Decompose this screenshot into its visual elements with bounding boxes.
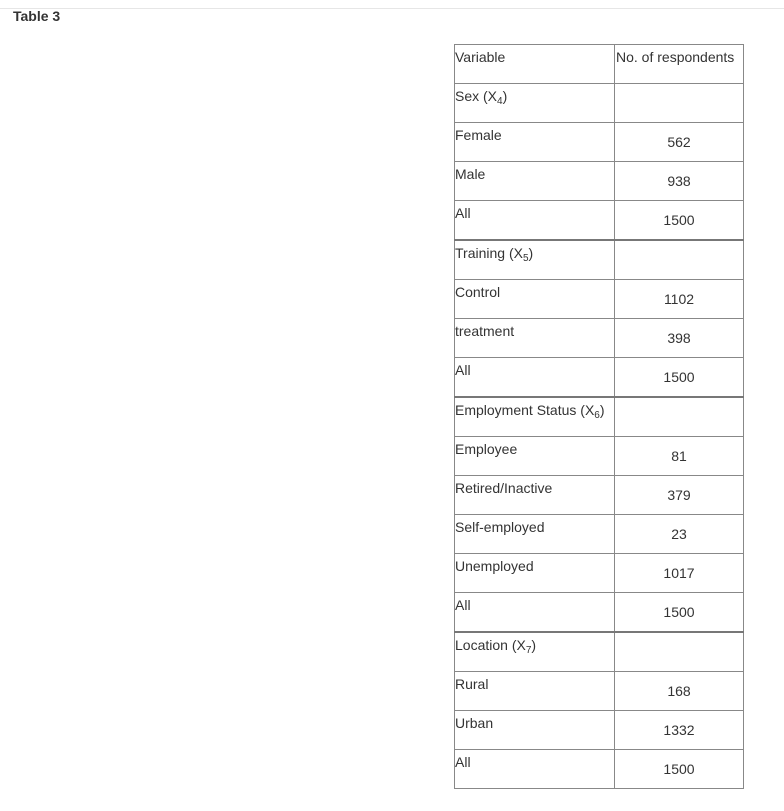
row-label: All [455, 593, 615, 633]
row-value: 398 [615, 319, 744, 358]
table-row [455, 162, 744, 201]
row-label: Unemployed [455, 554, 615, 593]
row-value: 379 [615, 476, 744, 515]
row-value [615, 397, 744, 437]
table-row [455, 123, 744, 162]
row-value: 168 [615, 672, 744, 711]
table-row [455, 672, 744, 711]
table-row [455, 84, 744, 123]
table-row [455, 593, 744, 633]
row-value: 81 [615, 437, 744, 476]
respondents-table [454, 44, 744, 789]
row-value: 938 [615, 162, 744, 201]
table-row [455, 201, 744, 241]
row-value: 562 [615, 123, 744, 162]
group-heading-employment: Employment Status $(X_6)$ [455, 397, 615, 437]
table-header-row [455, 45, 744, 84]
table-row [455, 632, 744, 672]
group-heading-training: Training $(X_5)$ [455, 240, 615, 280]
row-label: Retired/Inactive [455, 476, 615, 515]
table-row [455, 476, 744, 515]
table-row [455, 240, 744, 280]
table-caption: Table 3 [13, 8, 61, 24]
row-value [615, 84, 744, 123]
row-value [615, 632, 744, 672]
header-variable: Variable [455, 45, 615, 84]
row-label: All [455, 750, 615, 789]
row-label: Self-employed [455, 515, 615, 554]
row-value: 23 [615, 515, 744, 554]
row-value: 1017 [615, 554, 744, 593]
row-value: 1500 [615, 358, 744, 398]
header-respondents: No. of respondents [615, 45, 744, 84]
row-value: 1500 [615, 201, 744, 241]
table-row [455, 711, 744, 750]
row-label: All [455, 358, 615, 398]
row-label: Male [455, 162, 615, 201]
table-row [455, 319, 744, 358]
table-row [455, 515, 744, 554]
group-heading-sex: Sex $(X_4)$ [455, 84, 615, 123]
group-heading-location: Location $(X_7)$ [455, 632, 615, 672]
row-label: Rural [455, 672, 615, 711]
table-row [455, 397, 744, 437]
row-label: Urban [455, 711, 615, 750]
row-label: All [455, 201, 615, 241]
table-row [455, 554, 744, 593]
row-value: 1332 [615, 711, 744, 750]
row-label: Control [455, 280, 615, 319]
table-row [455, 437, 744, 476]
row-label: Female [455, 123, 615, 162]
row-value: 1500 [615, 593, 744, 633]
row-label: treatment [455, 319, 615, 358]
table-row [455, 358, 744, 398]
row-value [615, 240, 744, 280]
top-divider [0, 8, 784, 9]
row-value: 1102 [615, 280, 744, 319]
table-row [455, 280, 744, 319]
row-value: 1500 [615, 750, 744, 789]
table-row [455, 750, 744, 789]
row-label: Employee [455, 437, 615, 476]
